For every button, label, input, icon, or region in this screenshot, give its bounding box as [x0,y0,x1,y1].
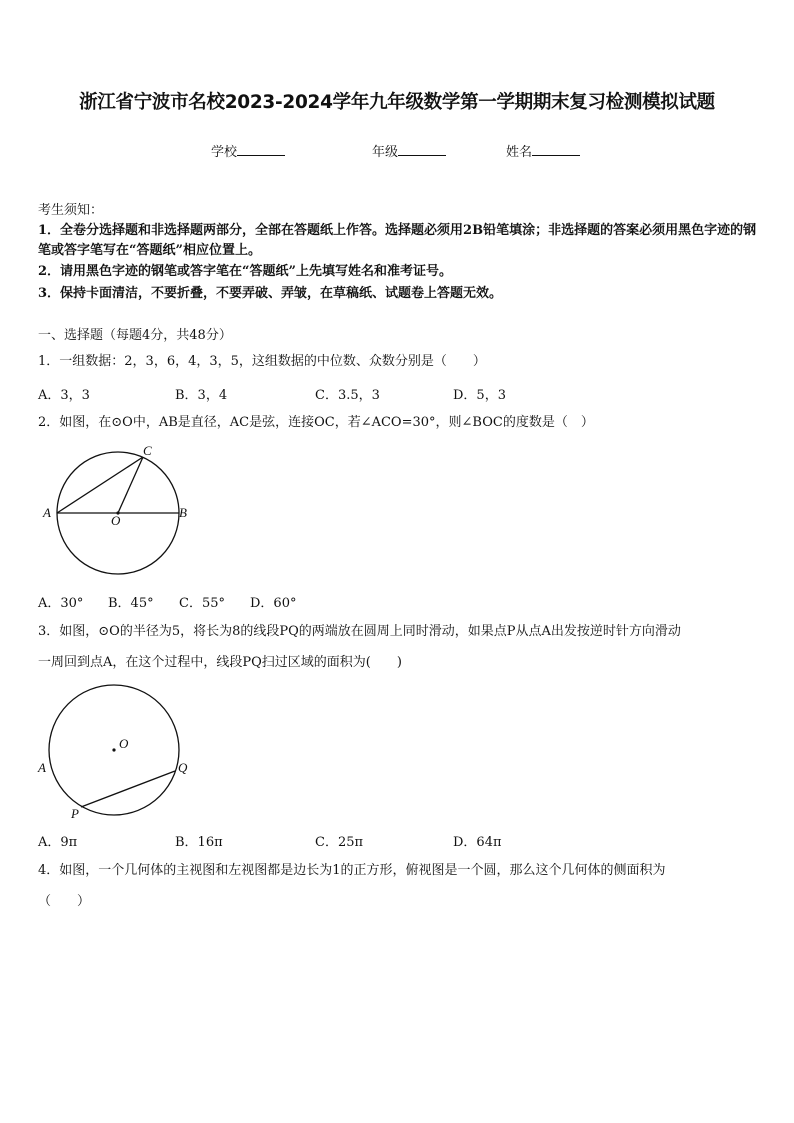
school-field [211,141,285,160]
center-dot [112,748,115,751]
notice-item-3: 3．保持卡面清洁，不要折叠，不要弄破、弄皱，在草稿纸、试题卷上答题无效。 [38,286,503,301]
question-2-stem: 2．如图，在⊙O中，AB是直径，AC是弦，连接OC，若∠ACO=30°，则∠BOC的度数是（ ） [38,415,594,430]
question-3-stem-line-2: 一周回到点A，在这个过程中，线段PQ扫过区域的面积为( ) [38,655,402,670]
label-a: A [38,760,46,775]
question-3-option-b: B．16π [175,835,223,850]
school-blank [237,143,285,156]
name-field [506,141,580,160]
label-q: Q [178,760,188,775]
grade-field [372,141,446,160]
question-2-option-c: C．55° [179,596,225,611]
question-1-option-a: A．3，3 [38,388,90,403]
grade-label: 年级 [372,145,399,160]
question-2-option-a: A．30° [38,596,84,611]
segment-pq [81,771,175,807]
school-label: 学校 [211,145,238,160]
question-3-option-a: A．9π [38,835,78,850]
section-heading: 一、选择题（每题4分，共48分） [38,328,232,343]
label-p: P [71,806,79,821]
question-4-stem-line-2: （ ） [38,894,91,909]
question-3-option-c: C．25π [315,835,364,850]
page-title: 浙江省宁波市名校2023-2024学年九年级数学第一学期期末复习检测模拟试题 [79,92,715,113]
notice-item-1: 1．全卷分选择题和非选择题两部分，全部在答题纸上作答。选择题必须用2B铅笔填涂；非选择题的答案必须用黑色字迹的钢笔或答字笔写在“答题纸”相应位置上。 [38,223,757,258]
label-o: O [111,513,121,528]
question-2-option-d: D．60° [250,596,297,611]
question-3-figure [30,680,200,830]
question-1-option-c: C．3.5，3 [315,388,380,403]
question-1-stem: 1．一组数据：2，3，6，4，3，5，这组数据的中位数、众数分别是（ ） [38,354,486,369]
question-2-figure [38,440,198,600]
label-c: C [143,443,152,458]
notice-item-2: 2．请用黑色字迹的钢笔或答字笔在“答题纸”上先填写姓名和准考证号。 [38,264,453,279]
question-3-option-d: D．64π [453,835,502,850]
name-label: 姓名 [506,145,533,160]
question-4-stem-line-1: 4．如图，一个几何体的主视图和左视图都是边长为1的正方形，俯视图是一个圆，那么这个几何体的侧面积为 [38,863,666,878]
name-blank [532,143,580,156]
label-a: A [43,505,51,520]
question-1-option-b: B．3，4 [175,388,228,403]
label-o: O [119,736,129,751]
label-b: B [179,505,187,520]
question-3-stem-line-1: 3．如图，⊙O的半径为5，将长为8的线段PQ的两端放在圆周上同时滑动，如果点P从点A出发按逆时针方向滑动 [38,624,681,639]
question-1-option-d: D．5，3 [453,388,506,403]
grade-blank [398,143,446,156]
question-2-option-b: B．45° [108,596,154,611]
notice-heading: 考生须知： [38,203,104,218]
